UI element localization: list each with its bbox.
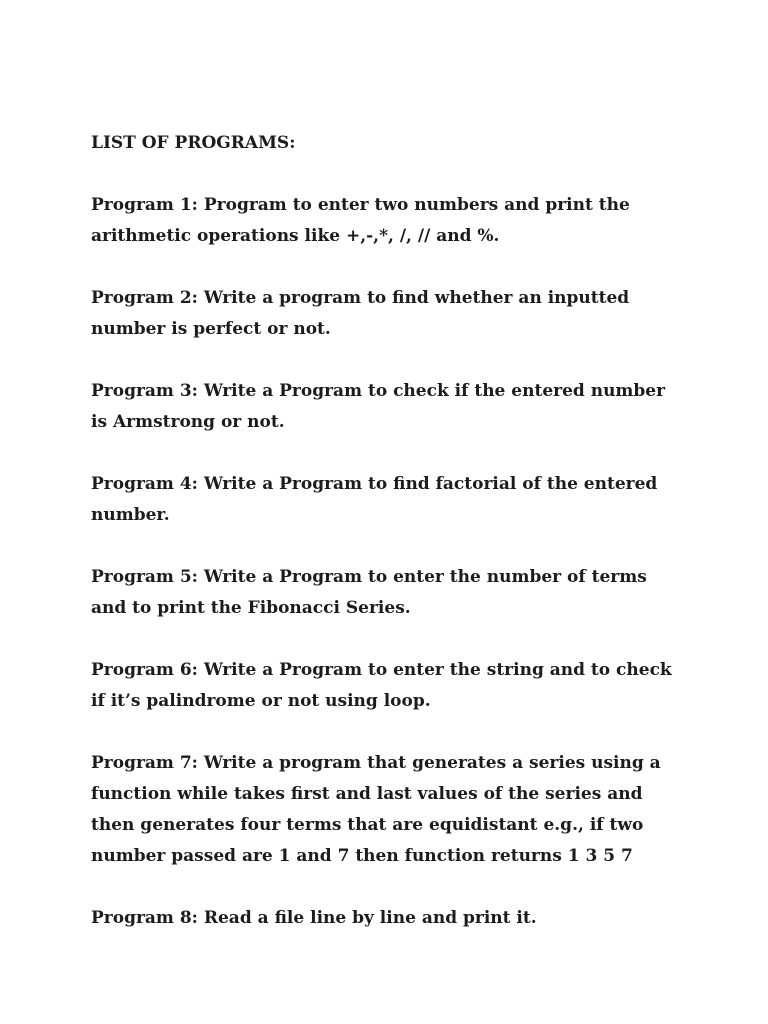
program-line: Program 8: Read a file line by line and print it.: [91, 908, 537, 928]
program-line: and to print the Fibonacci Series.: [91, 598, 411, 618]
program-line: Program 1: Program to enter two numbers and print the: [91, 195, 630, 215]
program-line: Program 3: Write a Program to check if the entered number: [91, 381, 666, 401]
program-line: Program 7: Write a program that generates a series using a: [91, 753, 661, 773]
program-item-8: [91, 903, 691, 934]
program-line: arithmetic operations like +,-,*, /, // and %.: [91, 226, 500, 246]
program-line: Program 2: Write a program to find whether an inputted: [91, 288, 630, 308]
program-line: number.: [91, 505, 170, 525]
program-line: number is perfect or not.: [91, 319, 331, 339]
program-line: Program 5: Write a Program to enter the number of terms: [91, 567, 647, 587]
program-item-7: [91, 748, 691, 872]
program-line: is Armstrong or not.: [91, 412, 285, 432]
document-content: [91, 128, 691, 934]
document-heading: LIST OF PROGRAMS:: [91, 133, 296, 153]
program-item-3: [91, 376, 691, 438]
program-item-5: [91, 562, 691, 624]
program-line: function while takes first and last values of the series and: [91, 784, 643, 804]
program-line: Program 4: Write a Program to find factorial of the entered: [91, 474, 658, 494]
program-line: number passed are 1 and 7 then function returns 1 3 5 7: [91, 846, 633, 866]
program-item-1: [91, 190, 691, 252]
program-line: then generates four terms that are equidistant e.g., if two: [91, 815, 644, 835]
program-item-4: [91, 469, 691, 531]
program-item-2: [91, 283, 691, 345]
program-item-6: [91, 655, 691, 717]
program-line: Program 6: Write a Program to enter the string and to check: [91, 660, 672, 680]
program-line: if it’s palindrome or not using loop.: [91, 691, 431, 711]
